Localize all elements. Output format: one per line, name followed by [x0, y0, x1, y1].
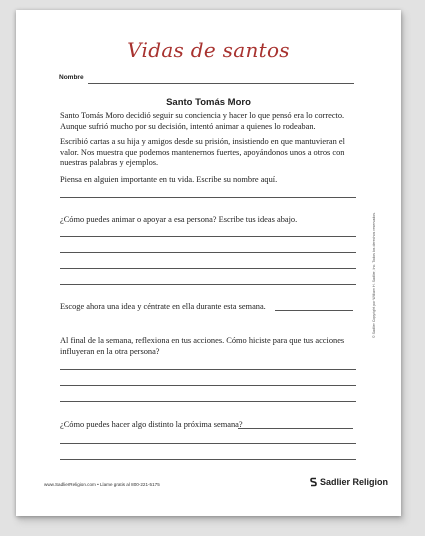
answer-line[interactable] [275, 310, 353, 311]
answer-line[interactable] [60, 385, 356, 386]
answer-line[interactable] [60, 443, 356, 444]
question-3: Escoge ahora una idea y céntrate en ella durante esta semana. [60, 302, 266, 311]
question-4: Al final de la semana, reflexiona en tus acciones. Cómo hiciste para que tus acciones influyeran en la otra persona? [60, 336, 345, 356]
intro-paragraph-2: Escribió cartas a su hija y amigos desde su prisión, insistiendo en que mantuvieran el valor. Nos muestra que podemos mantenernos fuertes, apoyándonos unos a otros con nuestras palabras y ejemplos. [60, 137, 345, 167]
brand-name: Sadlier Religion [320, 477, 389, 487]
footer-url[interactable]: www.SadlierReligion.com • Llame gratis al 800-221-5175 [44, 482, 160, 487]
answer-line[interactable] [60, 252, 356, 253]
sadlier-s-logo-icon [310, 477, 317, 487]
question-5: ¿Cómo puedes hacer algo distinto la próxima semana? [60, 420, 243, 429]
intro-paragraph-1: Santo Tomás Moro decidió seguir su conciencia y hacer lo que pensó era lo correcto. Aunque sufrió mucho por su decisión, intentó animar a quienes lo rodeaban. [60, 111, 345, 131]
question-1: Piensa en alguien importante en tu vida. Escribe su nombre aquí. [60, 175, 278, 184]
copyright-vertical-text [369, 190, 377, 340]
copyright-text: © Sadlier Copyright por William H. Sadlier, Inc. Todos los derechos reservados. [372, 211, 376, 338]
answer-line[interactable] [60, 459, 356, 460]
saint-heading: Santo Tomás Moro [166, 97, 251, 108]
name-label: Nombre [59, 74, 84, 81]
question-2: ¿Cómo puedes animar o apoyar a esa persona? Escribe tus ideas abajo. [60, 215, 298, 224]
answer-line[interactable] [60, 284, 356, 285]
name-field-line[interactable] [88, 83, 354, 84]
answer-line[interactable] [60, 401, 356, 402]
worksheet-title: Vidas de santos [127, 38, 290, 62]
worksheet-page [16, 10, 401, 516]
sadlier-logo[interactable] [310, 476, 388, 488]
answer-line[interactable] [60, 236, 356, 237]
answer-line[interactable] [60, 197, 356, 198]
answer-line[interactable] [238, 428, 353, 429]
answer-line[interactable] [60, 369, 356, 370]
answer-line[interactable] [60, 268, 356, 269]
